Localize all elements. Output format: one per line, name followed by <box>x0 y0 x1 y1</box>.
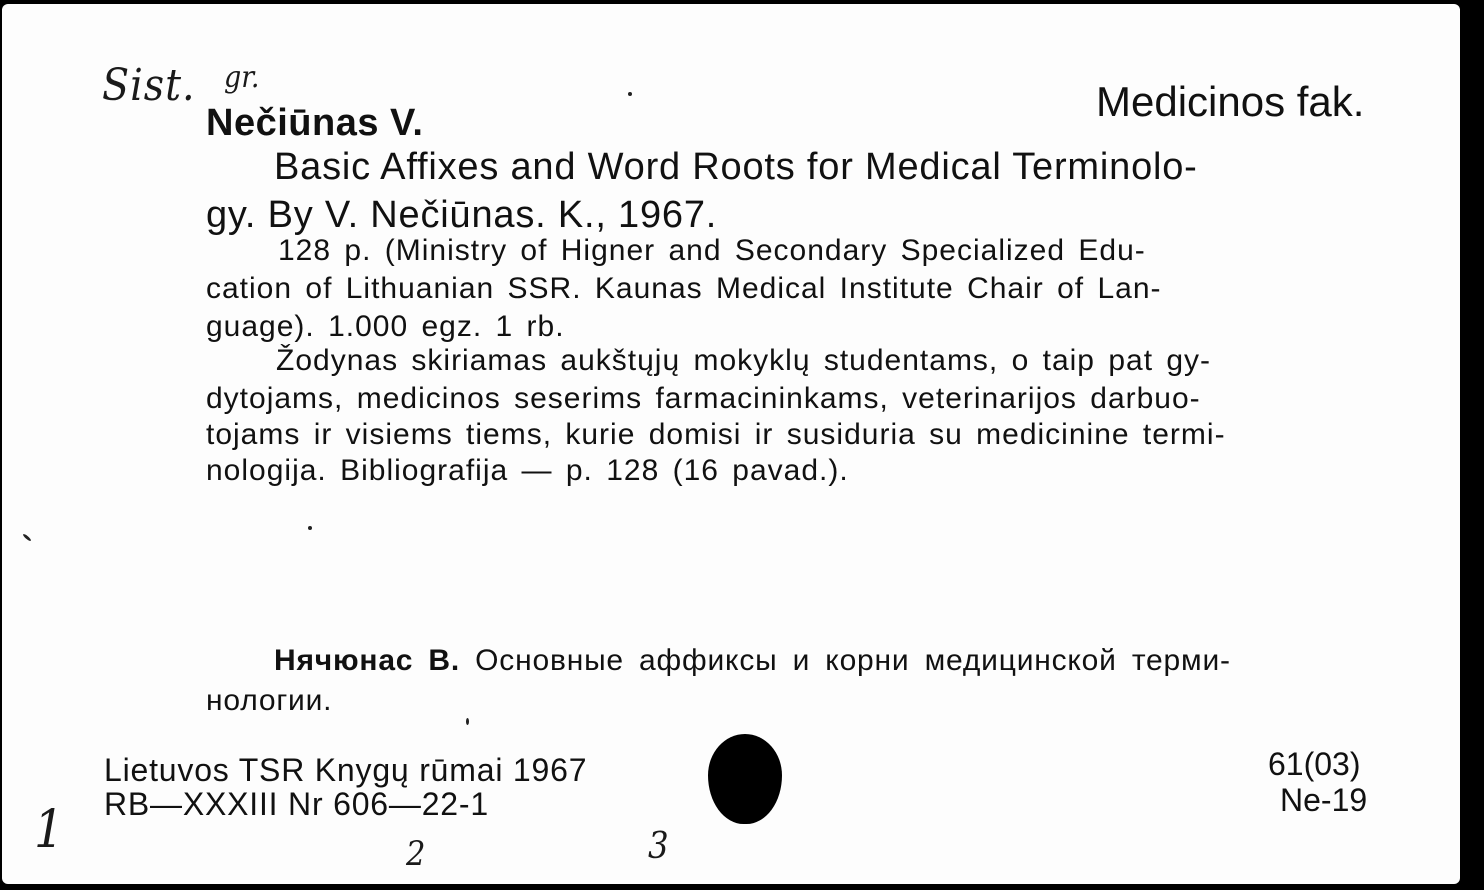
author-name: Nečiūnas V. <box>206 102 424 144</box>
description-line-6: tojams ir visiems tiems, kurie domisi ir susiduria su medicinine termi- <box>206 418 1226 451</box>
title-line-1: Basic Affixes and Word Roots for Medical Terminolo- <box>274 146 1198 188</box>
classification-code: 61(03) <box>1268 746 1361 782</box>
handwritten-mark-2: 3 <box>648 826 669 867</box>
description-line-2: cation of Lithuanian SSR. Kaunas Medical Institute Chair of Lan- <box>206 272 1162 305</box>
handwritten-number-note: 1 <box>34 800 64 860</box>
handwritten-sist-note: Sist. <box>102 60 196 111</box>
punch-hole <box>708 734 782 824</box>
russian-title-text: Основные аффиксы и корни медицинской терми- <box>475 644 1231 677</box>
ink-speck <box>466 718 469 725</box>
handwritten-gr-note: gr. <box>224 60 260 95</box>
description-line-5: dytojams, medicinos seserims farmacininkams, veterinarijos darbuo- <box>206 382 1201 415</box>
handwritten-mark-1: 2 <box>406 834 426 874</box>
publisher-line-1: Lietuvos TSR Knygų rūmai 1967 <box>104 752 588 788</box>
publisher-line-2: RB—XXXIII Nr 606—22-1 <box>104 786 489 822</box>
faculty-stamp: Medicinos fak. <box>1096 78 1365 125</box>
description-line-1: 128 p. (Ministry of Higner and Secondary Specialized Edu- <box>278 234 1146 267</box>
russian-author: Нячюнас В. <box>274 644 461 677</box>
classification-number: Ne-19 <box>1280 782 1368 818</box>
description-line-3: guage). 1.000 egz. 1 rb. <box>206 310 565 343</box>
title-line-2: gy. By V. Nečiūnas. K., 1967. <box>206 194 718 236</box>
russian-title-line-1 <box>274 644 1231 678</box>
catalog-card <box>2 4 1460 884</box>
russian-title-line-2: нологии. <box>206 684 333 717</box>
description-line-4: Žodynas skiriamas aukštųjų mokyklų studentams, o taip pat gy- <box>276 344 1212 377</box>
description-line-7: nologija. Bibliografija — p. 128 (16 pavad.). <box>206 454 849 487</box>
ink-speck <box>22 533 32 542</box>
ink-speck <box>308 526 312 530</box>
ink-speck <box>628 92 632 96</box>
card-edge-shadow <box>1466 0 1484 890</box>
